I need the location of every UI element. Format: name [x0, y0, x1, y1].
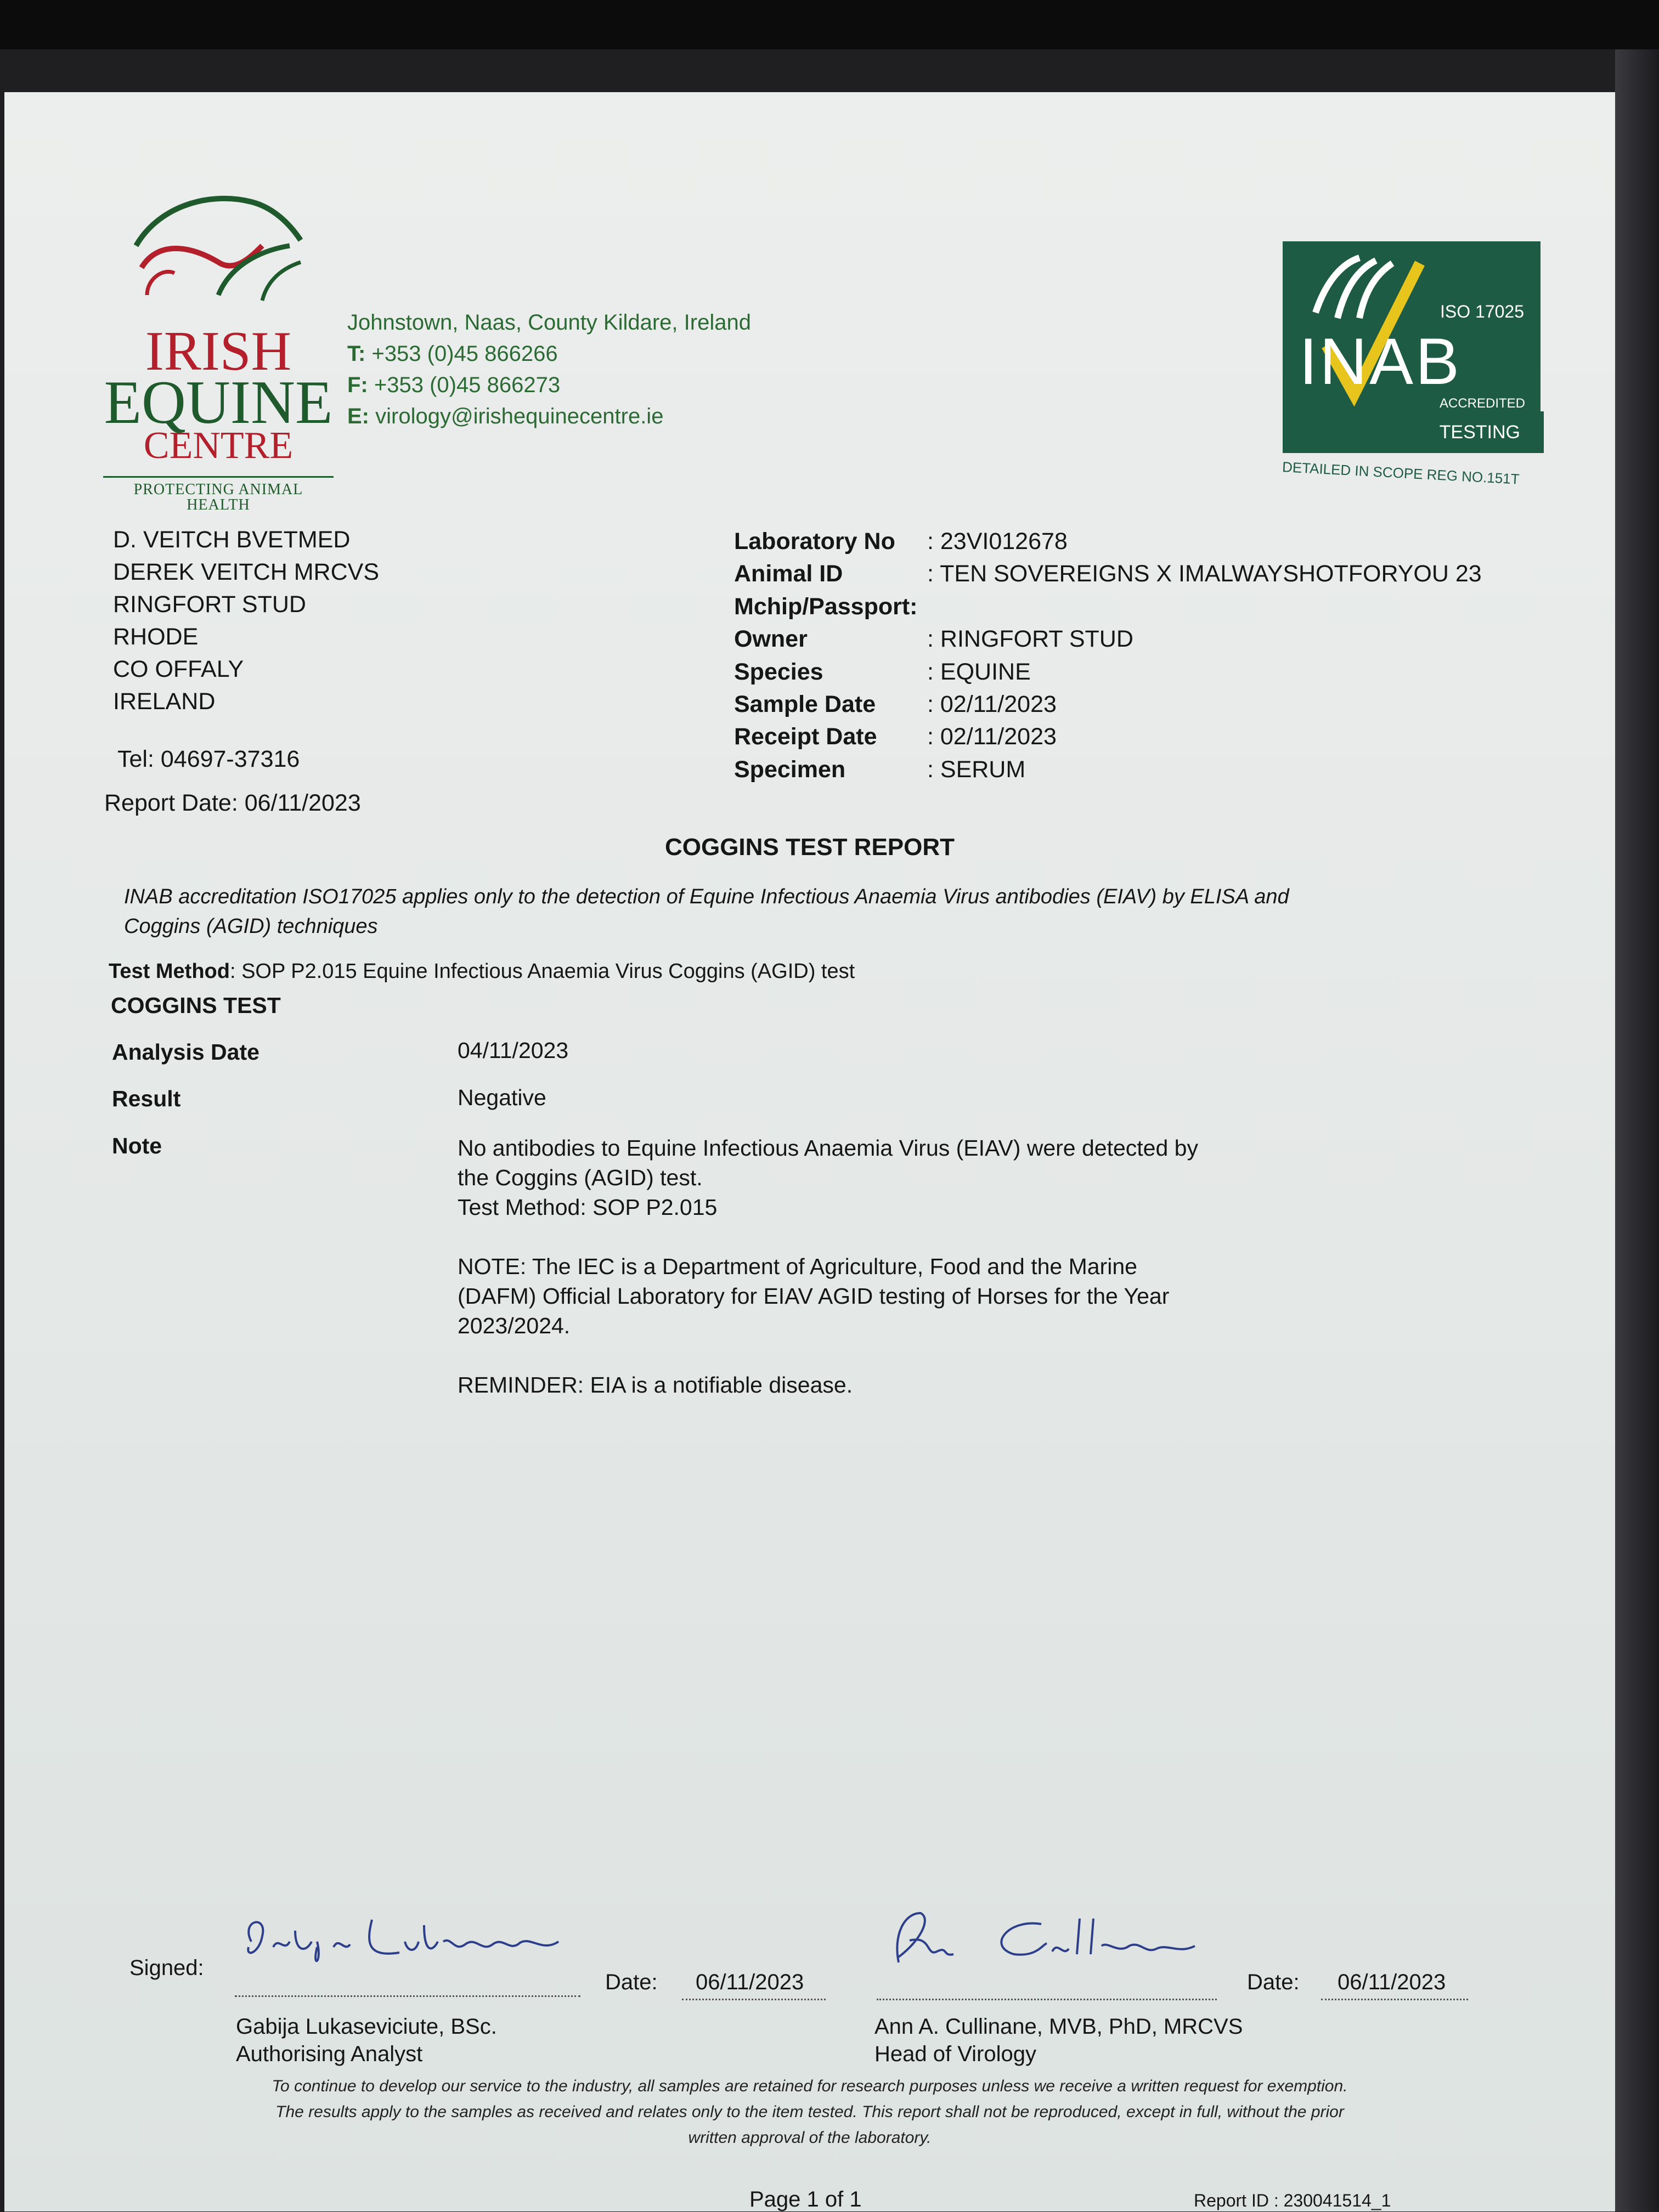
- note-line: NOTE: The IEC is a Department of Agriculture, Food and the Marine: [458, 1254, 1137, 1279]
- lab-row: [734, 754, 1482, 786]
- contact-email: E: virology@irishequinecentre.ie: [347, 404, 664, 428]
- lab-label: Animal ID: [734, 561, 843, 587]
- disclaimer: [4, 2073, 1615, 2151]
- lab-value: : RINGFORT STUD: [927, 626, 1133, 653]
- inab-scope: DETAILED IN SCOPE REG NO.151T: [1282, 459, 1520, 488]
- report-id: Report ID : 230041514_1: [1194, 2191, 1391, 2210]
- document-page: [4, 92, 1615, 2211]
- contact-address: Johnstown, Naas, County Kildare, Ireland: [347, 310, 751, 335]
- logo-tagline: PROTECTING ANIMAL HEALTH: [103, 476, 334, 513]
- page-number: Page 1 of 1: [749, 2187, 862, 2211]
- head-date-label: Date:: [1247, 1970, 1300, 1994]
- monitor-bezel-top: [0, 0, 1659, 49]
- analyst-date: 06/11/2023: [696, 1970, 804, 1994]
- disclaimer-line: The results apply to the samples as received and relates only to the item tested. This report shall not be reproduced, except in full, without the prior: [275, 2103, 1344, 2121]
- inab-logo: [1283, 241, 1541, 411]
- inab-name: INAB: [1299, 325, 1462, 398]
- date-line: [1321, 1999, 1468, 2000]
- lab-row: [734, 721, 1482, 753]
- lab-row: [734, 623, 1482, 655]
- lab-label: Owner: [734, 626, 808, 653]
- address-line: DEREK VEITCH MRCVS: [113, 559, 380, 585]
- note-line: Test Method: SOP P2.015: [458, 1195, 718, 1220]
- result-value: Negative: [458, 1085, 546, 1110]
- contact-fax: F: +353 (0)45 866273: [347, 373, 561, 397]
- inab-accredited: ACCREDITED: [1439, 396, 1525, 411]
- logo-centre: CENTRE: [143, 425, 294, 467]
- lab-label: Specimen: [734, 756, 846, 783]
- lab-row: [734, 656, 1482, 688]
- accreditation-note-line: INAB accreditation ISO17025 applies only to the detection of Equine Infectious Anaemia Virus antibodies (EIAV) by ELISA and: [124, 885, 1289, 908]
- analyst-name: Gabija Lukaseviciute, BSc.: [236, 2015, 497, 2039]
- report-title: COGGINS TEST REPORT: [664, 834, 955, 861]
- lab-value: : TEN SOVEREIGNS X IMALWAYSHOTFORYOU 23: [927, 561, 1482, 587]
- note-line: REMINDER: EIA is a notifiable disease.: [458, 1372, 853, 1398]
- lab-value: : 02/11/2023: [927, 691, 1057, 718]
- lab-value: : SERUM: [927, 756, 1026, 783]
- recipient-address: [113, 524, 379, 718]
- contact-phone: T: +353 (0)45 866266: [347, 342, 558, 366]
- date-line: [682, 1999, 826, 2000]
- head-name: Ann A. Cullinane, MVB, PhD, MRCVS: [874, 2015, 1243, 2039]
- lab-value: : 02/11/2023: [927, 723, 1057, 750]
- address-line: RHODE: [113, 624, 199, 650]
- disclaimer-line: written approval of the laboratory.: [688, 2129, 932, 2147]
- lab-label: Sample Date: [734, 691, 876, 718]
- inab-iso: ISO 17025: [1440, 302, 1524, 321]
- lab-label: Laboratory No: [734, 528, 895, 555]
- head-role: Head of Virology: [874, 2042, 1036, 2066]
- lab-row: [734, 525, 1482, 558]
- analyst-role: Authorising Analyst: [236, 2042, 423, 2066]
- analysis-date-value: 04/11/2023: [458, 1038, 569, 1063]
- note-line: the Coggins (AGID) test.: [458, 1165, 703, 1190]
- accreditation-note: [124, 882, 1289, 941]
- test-method: Test Method: SOP P2.015 Equine Infectious Anaemia Virus Coggins (AGID) test: [109, 960, 855, 983]
- note-text: [458, 1133, 1198, 1400]
- lab-row: [734, 591, 1482, 623]
- accreditation-note-line: Coggins (AGID) techniques: [124, 915, 378, 938]
- note-line: [458, 1222, 1198, 1252]
- lab-row: [734, 688, 1482, 721]
- lab-label: Species: [734, 658, 823, 685]
- lab-row: [734, 558, 1482, 590]
- horse-outline-icon: [125, 185, 312, 323]
- signed-label: Signed:: [129, 1956, 204, 1980]
- address-line: D. VEITCH BVETMED: [113, 527, 351, 553]
- lab-value: : EQUINE: [927, 658, 1031, 685]
- address-line: RINGFORT STUD: [113, 591, 306, 618]
- note-line: (DAFM) Official Laboratory for EIAV AGID testing of Horses for the Year: [458, 1283, 1170, 1309]
- analyst-date-label: Date:: [605, 1970, 658, 1994]
- head-signature: [877, 1902, 1217, 1973]
- signature-line: [235, 1995, 580, 1997]
- address-line: CO OFFALY: [113, 656, 244, 682]
- note-label: Note: [112, 1133, 162, 1158]
- note-line: 2023/2024.: [458, 1313, 571, 1338]
- analyst-signature: [235, 1909, 575, 1975]
- contact-block: [347, 307, 751, 432]
- lab-label: Receipt Date: [734, 723, 877, 750]
- signature-line: [877, 1999, 1217, 2000]
- analyst-name-block: [236, 2013, 497, 2068]
- logo-irish: IRISH: [145, 320, 292, 382]
- logo-equine: EQUINE: [104, 369, 333, 437]
- section-title: COGGINS TEST: [111, 993, 281, 1018]
- inab-testing: TESTING: [1283, 411, 1544, 453]
- recipient-tel: Tel: 04697-37316: [117, 746, 300, 772]
- note-line: No antibodies to Equine Infectious Anaemia Virus (EIAV) were detected by: [458, 1135, 1198, 1161]
- result-label: Result: [112, 1086, 181, 1111]
- disclaimer-line: To continue to develop our service to the industry, all samples are retained for research purposes unless we receive a written request for exemption.: [272, 2077, 1348, 2095]
- note-line: [458, 1340, 1198, 1370]
- head-date: 06/11/2023: [1338, 1970, 1446, 1994]
- monitor-bezel-right: [1615, 49, 1659, 2211]
- analysis-date-label: Analysis Date: [112, 1039, 259, 1065]
- lab-value: : 23VI012678: [927, 528, 1068, 555]
- address-line: IRELAND: [113, 688, 216, 715]
- head-name-block: [874, 2013, 1243, 2068]
- report-date: Report Date: 06/11/2023: [104, 790, 361, 816]
- lab-label: Mchip/Passport:: [734, 593, 918, 620]
- lab-details: [734, 525, 1482, 786]
